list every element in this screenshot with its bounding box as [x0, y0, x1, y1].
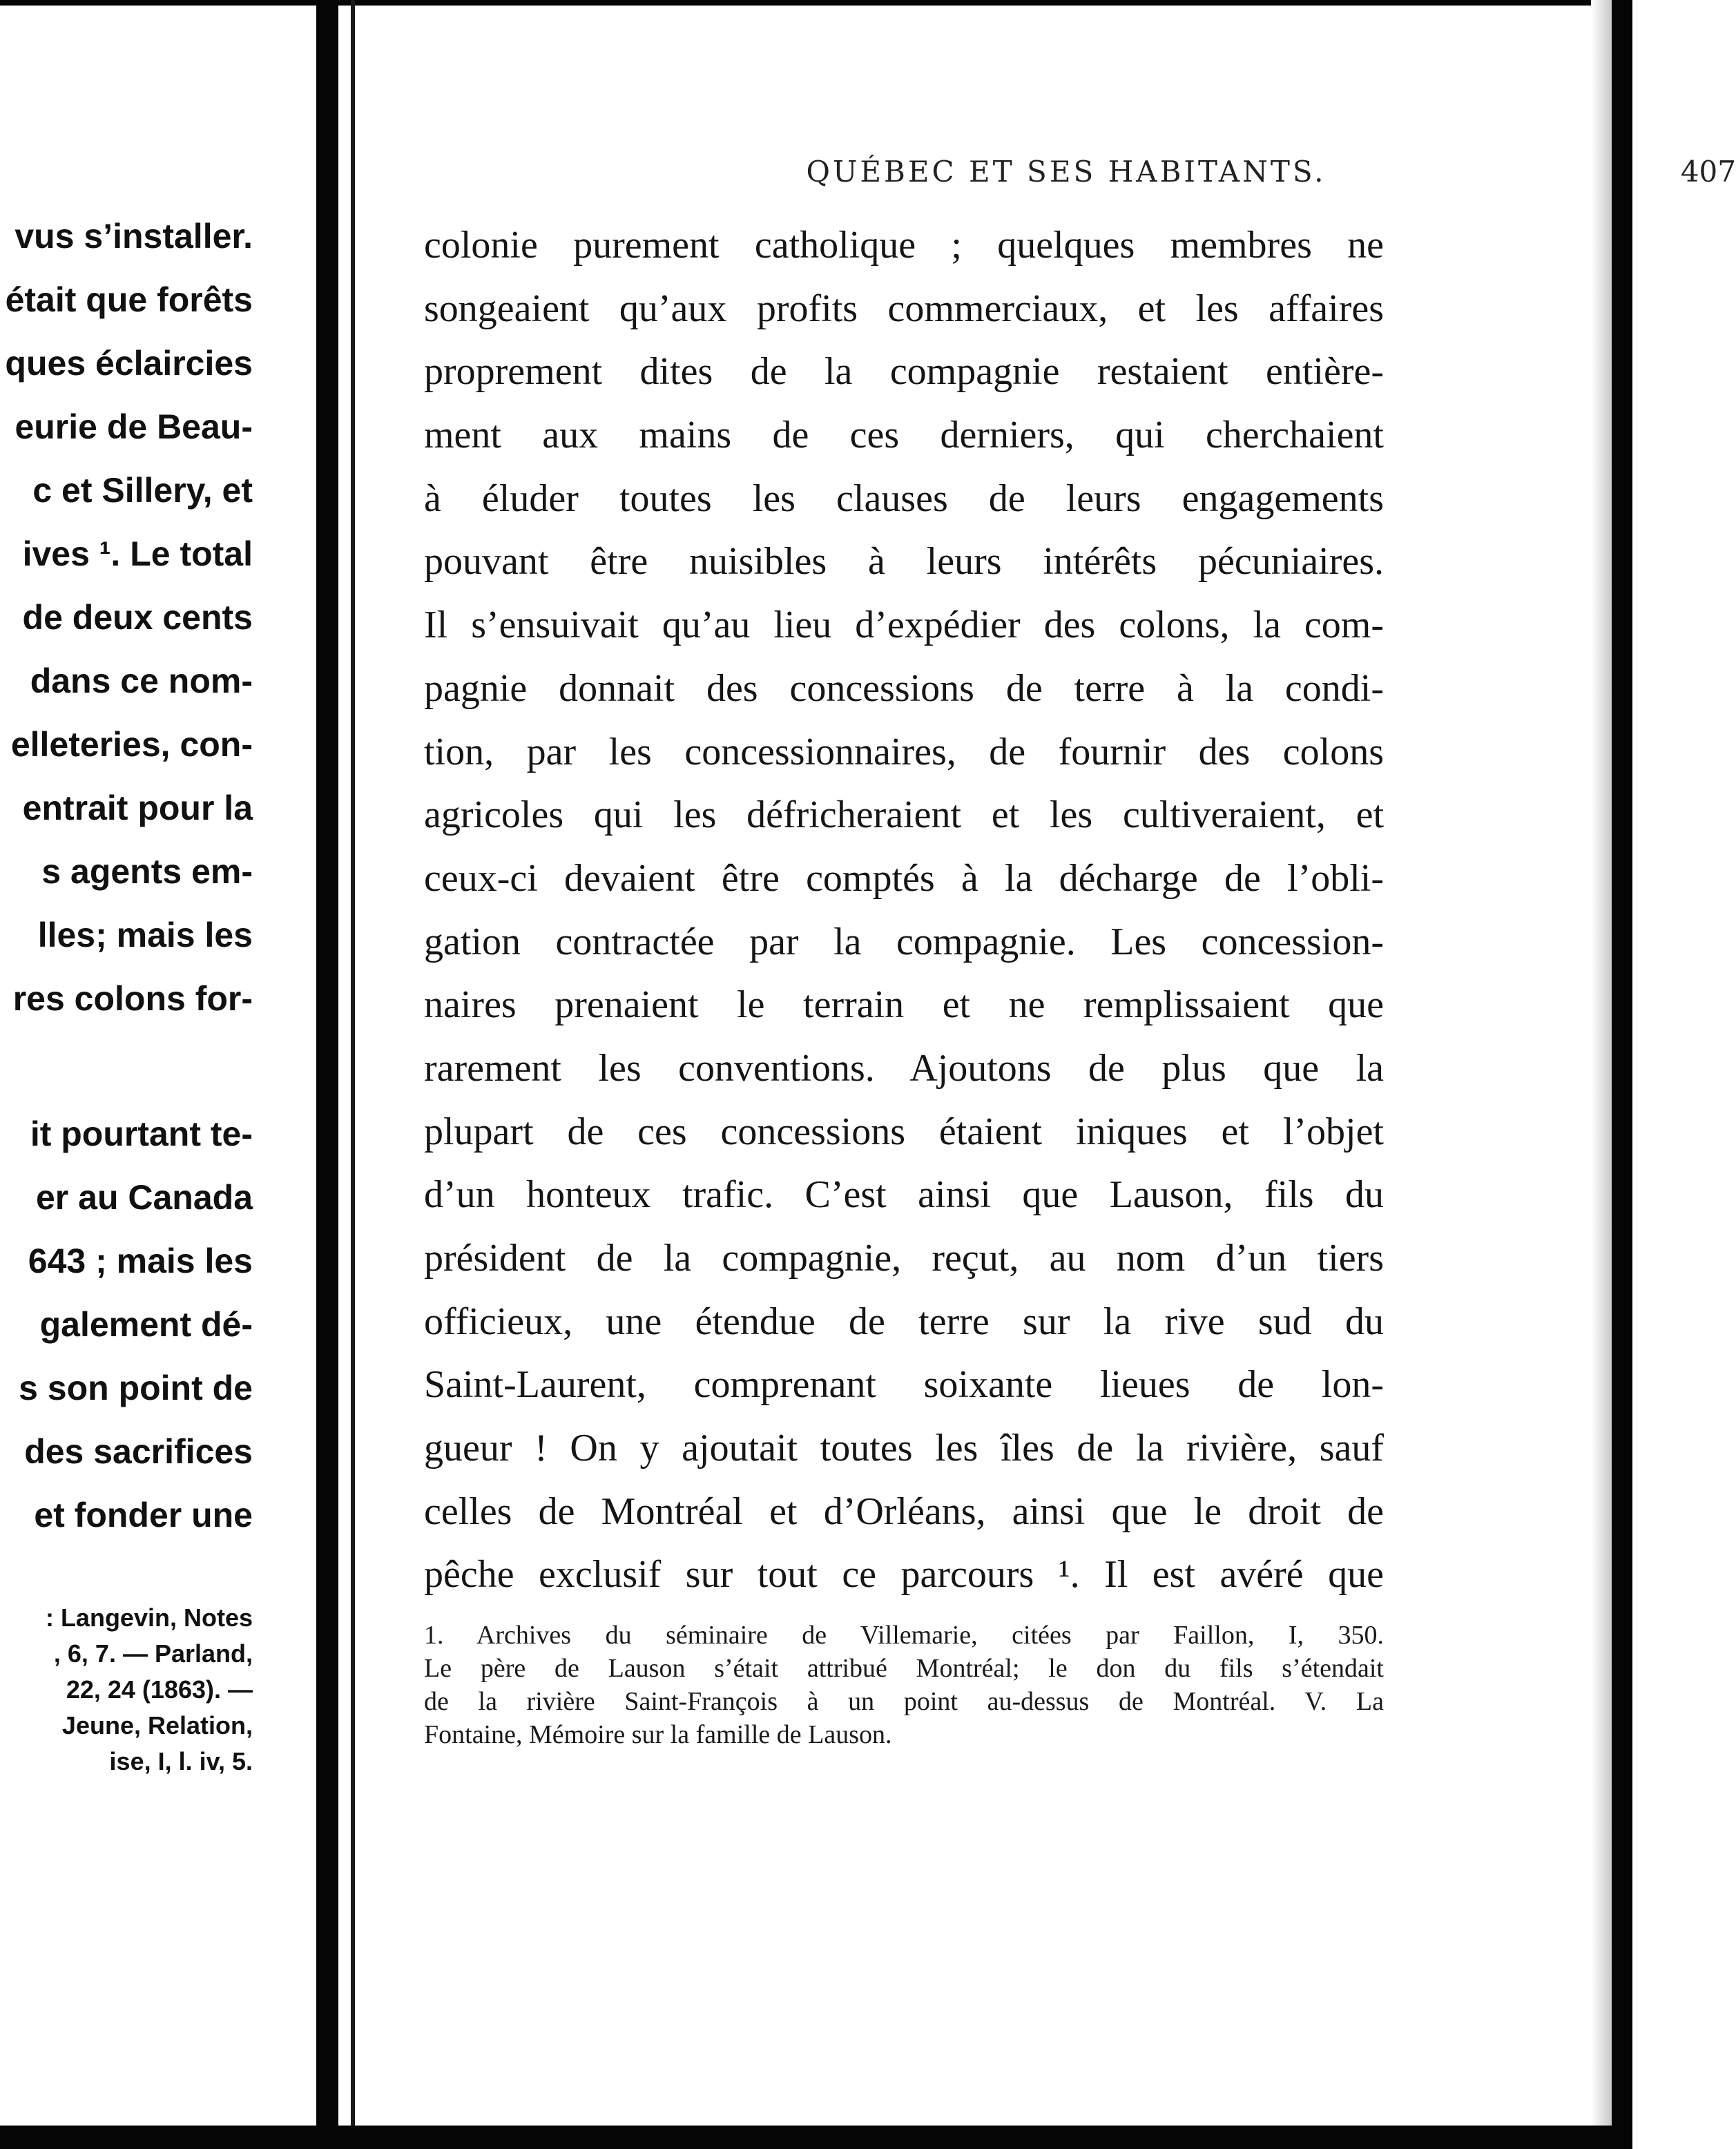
left-page-line: it pourtant te-	[30, 1115, 253, 1153]
left-page-line: entrait pour la	[22, 789, 253, 827]
left-page-line: s son point de	[19, 1369, 253, 1407]
text-line: colonie purement catholique ; quelques membres ne	[424, 224, 1384, 267]
left-page-footnote-line: , 6, 7. — Parland,	[53, 1639, 253, 1668]
text-line: naires prenaient le terrain et ne remplissaient que	[424, 983, 1384, 1027]
footnote-line: Le père de Lauson s’était attribué Montréal; le don du fils s’étendait	[424, 1654, 1384, 1683]
book-page	[355, 6, 1736, 2126]
text-line: d’un honteux trafic. C’est ainsi que Lauson, fils du	[424, 1173, 1384, 1217]
left-page-line: ives ¹. Le total	[22, 534, 253, 573]
left-page-line: elleteries, con-	[10, 725, 253, 764]
text-line: à éluder toutes les clauses de leurs engagements	[424, 476, 1384, 520]
footnotes	[424, 1619, 1384, 1751]
text-line: président de la compagnie, reçut, au nom d’un tiers	[424, 1237, 1384, 1280]
left-page-line: eurie de Beau-	[15, 407, 253, 446]
left-page-line: res colons for-	[12, 979, 253, 1018]
page-edge-shadow	[1591, 0, 1612, 2149]
left-page-line: ques éclaircies	[5, 344, 253, 383]
text-line: songeaient qu’aux profits commerciaux, et les affaires	[424, 287, 1384, 330]
left-page-line: vus s’installer.	[15, 217, 253, 256]
page-number: 407	[1680, 155, 1736, 189]
left-page-line: er au Canada	[35, 1178, 253, 1217]
text-line: ment aux mains de ces derniers, qui cherchaient	[424, 414, 1384, 457]
left-page-line: et fonder une	[34, 1496, 253, 1534]
main-text	[424, 214, 1384, 1607]
left-page-line: des sacrifices	[24, 1432, 253, 1471]
text-line: plupart de ces concessions étaient iniques et l’objet	[424, 1110, 1384, 1153]
left-page-line: c et Sillery, et	[32, 471, 253, 510]
running-header	[659, 155, 1736, 196]
text-line: Il s’ensuivait qu’au lieu d’expédier des colons, la com-	[424, 604, 1384, 647]
left-page-footnote-line: 22, 24 (1863). —	[66, 1675, 253, 1704]
left-page-line: 643 ; mais les	[28, 1242, 253, 1280]
text-line: pêche exclusif sur tout ce parcours ¹. Il est avéré que	[424, 1553, 1384, 1597]
text-line: proprement dites de la compagnie restaient entière-	[424, 350, 1384, 394]
left-page-line: dans ce nom-	[30, 662, 253, 700]
text-line: tion, par les concessionnaires, de fournir des colons	[424, 730, 1384, 773]
text-line: rarement les conventions. Ajoutons de plus que la	[424, 1046, 1384, 1090]
left-page-footnote-line: : Langevin, Notes	[45, 1603, 253, 1632]
left-page-line: lles; mais les	[37, 916, 253, 954]
running-title: QUÉBEC ET SES HABITANTS.	[806, 155, 1327, 189]
text-line: celles de Montréal et d’Orléans, ainsi que le droit de	[424, 1490, 1384, 1533]
text-line: pagnie donnait des concessions de terre à la condi-	[424, 666, 1384, 710]
text-line: officieux, une étendue de terre sur la rive sud du	[424, 1300, 1384, 1343]
left-page-line: était que forêts	[5, 280, 253, 319]
text-line: agricoles qui les défricheraient et les cultiveraient, et	[424, 793, 1384, 837]
left-page-footnote-line: Jeune, Relation,	[61, 1711, 253, 1740]
text-line: Saint-Laurent, comprenant soixante lieues de lon-	[424, 1363, 1384, 1407]
book-gutter	[316, 0, 338, 2149]
left-page-footnote-line: ise, I, l. iv, 5.	[109, 1747, 253, 1775]
previous-page-fragment	[0, 0, 316, 2126]
scan-border-right	[1612, 0, 1632, 2149]
text-line: gueur ! On y ajoutait toutes les îles de la rivière, sauf	[424, 1427, 1384, 1470]
scan-border-bottom	[0, 2126, 1632, 2149]
left-page-line: galement dé-	[39, 1305, 253, 1344]
footnote-line: Fontaine, Mémoire sur la famille de Lauson.	[424, 1720, 892, 1749]
footnote-line: de la rivière Saint-François à un point au-dessus de Montréal. V. La	[424, 1687, 1384, 1716]
text-line: gation contractée par la compagnie. Les concession-	[424, 920, 1384, 963]
left-page-line: de deux cents	[22, 598, 253, 637]
text-line: ceux-ci devaient être comptés à la décharge de l’obli-	[424, 856, 1384, 900]
left-page-line: s agents em-	[41, 852, 253, 891]
text-line: pouvant être nuisibles à leurs intérêts pécuniaires.	[424, 540, 1384, 584]
footnote-line: 1. Archives du séminaire de Villemarie, citées par Faillon, I, 350.	[424, 1621, 1384, 1650]
